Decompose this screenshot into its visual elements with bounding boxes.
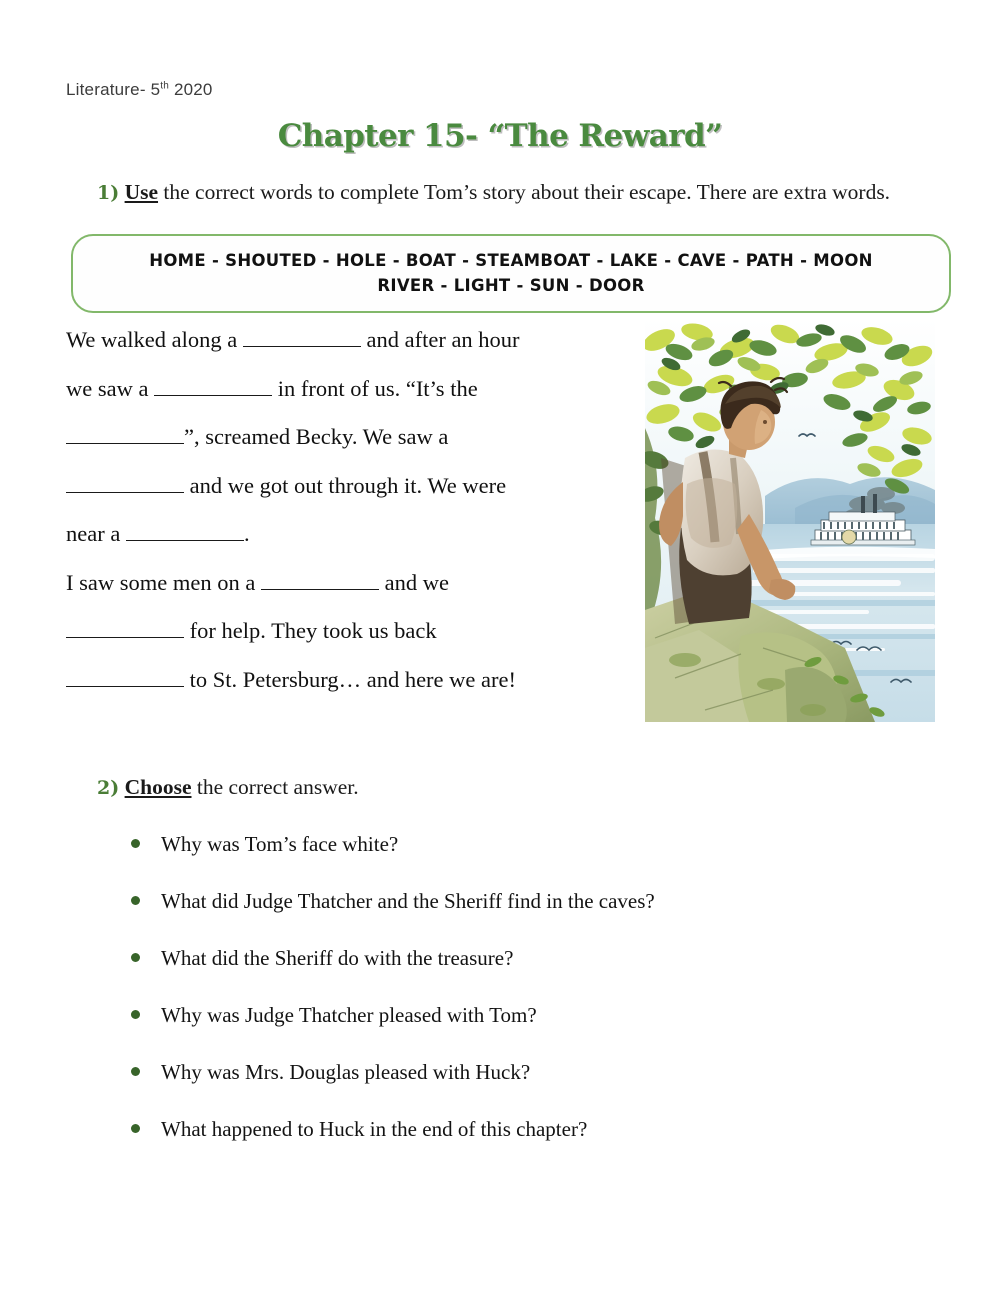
- story-text-before: we saw a: [66, 375, 155, 401]
- exercise-2-number: 2): [97, 777, 120, 799]
- question-text: Why was Mrs. Douglas pleased with Huck?: [161, 1060, 531, 1084]
- bullet-icon: [131, 896, 140, 905]
- answer-blank[interactable]: [261, 568, 379, 589]
- story-text-after: in front of us. “It’s the: [272, 375, 478, 401]
- course-header-year: 2020: [169, 80, 213, 99]
- exercise-1-verb: Use: [124, 180, 159, 204]
- story-line: [66, 607, 626, 656]
- list-item: [128, 832, 888, 889]
- page-title: Chapter 15- “The Reward”: [277, 118, 723, 154]
- question-text: What did the Sheriff do with the treasure?: [161, 946, 514, 970]
- answer-blank[interactable]: [126, 520, 244, 541]
- bullet-icon: [131, 1124, 140, 1133]
- exercise-2-text: the correct answer.: [191, 775, 359, 799]
- story-text-before: I saw some men on a: [66, 569, 261, 595]
- question-text: Why was Tom’s face white?: [161, 832, 399, 856]
- bullet-icon: [131, 839, 140, 848]
- bullet-icon: [131, 1067, 140, 1076]
- story-line: [66, 656, 626, 705]
- word-bank-line-2: RIVER - LIGHT - SUN - DOOR: [377, 276, 645, 295]
- exercise-1-number: 1): [97, 182, 120, 204]
- exercise-1-text: the correct words to complete Tom’s story about their escape. There are extra words.: [158, 180, 891, 204]
- exercise-1-instruction: [97, 177, 927, 209]
- story-line: [66, 413, 626, 462]
- exercise-2-verb: Choose: [124, 775, 192, 799]
- story-line: [66, 462, 626, 511]
- boy-watching-steamboat-illustration: [645, 318, 935, 722]
- word-bank-line-1: HOME - SHOUTED - HOLE - BOAT - STEAMBOAT - LAKE - CAVE - PATH - MOON: [149, 251, 873, 270]
- story-text-after: and after an hour: [360, 327, 520, 352]
- story-text-after: and we got out through it. We were: [184, 472, 507, 498]
- list-item: [128, 1117, 888, 1174]
- story-line: [66, 559, 626, 608]
- question-text: Why was Judge Thatcher pleased with Tom?: [161, 1003, 537, 1027]
- cloze-story: [66, 316, 626, 704]
- answer-blank[interactable]: [154, 374, 272, 395]
- list-item: [128, 889, 888, 946]
- answer-blank[interactable]: [66, 471, 184, 492]
- story-text-after: and we: [378, 569, 449, 595]
- question-list: [128, 832, 888, 1174]
- course-header-ordinal: th: [160, 80, 170, 92]
- story-text-after: .: [243, 521, 250, 546]
- bullet-icon: [131, 1010, 140, 1019]
- answer-blank[interactable]: [66, 617, 184, 638]
- answer-blank[interactable]: [66, 665, 184, 686]
- bullet-icon: [131, 953, 140, 962]
- question-text: What did Judge Thatcher and the Sheriff find in the caves?: [161, 889, 655, 913]
- course-header-prefix: Literature- 5: [66, 80, 161, 99]
- question-text: What happened to Huck in the end of this chapter?: [161, 1117, 588, 1141]
- story-line: [66, 510, 626, 559]
- answer-blank[interactable]: [243, 326, 361, 347]
- story-line: [66, 365, 626, 414]
- answer-blank[interactable]: [66, 423, 184, 444]
- list-item: [128, 1060, 888, 1117]
- list-item: [128, 946, 888, 1003]
- course-header: [66, 80, 213, 100]
- story-text-after: ”, screamed Becky. We saw a: [184, 424, 449, 449]
- story-text-after: to St. Petersburg… and here we are!: [184, 666, 516, 692]
- story-text-before: We walked along a: [66, 327, 243, 352]
- story-text-before: near a: [66, 521, 126, 546]
- list-item: [128, 1003, 888, 1060]
- word-bank-box: [71, 234, 951, 313]
- exercise-2-instruction: [97, 772, 697, 804]
- story-text-after: for help. They took us back: [184, 618, 437, 643]
- story-line: [66, 316, 626, 365]
